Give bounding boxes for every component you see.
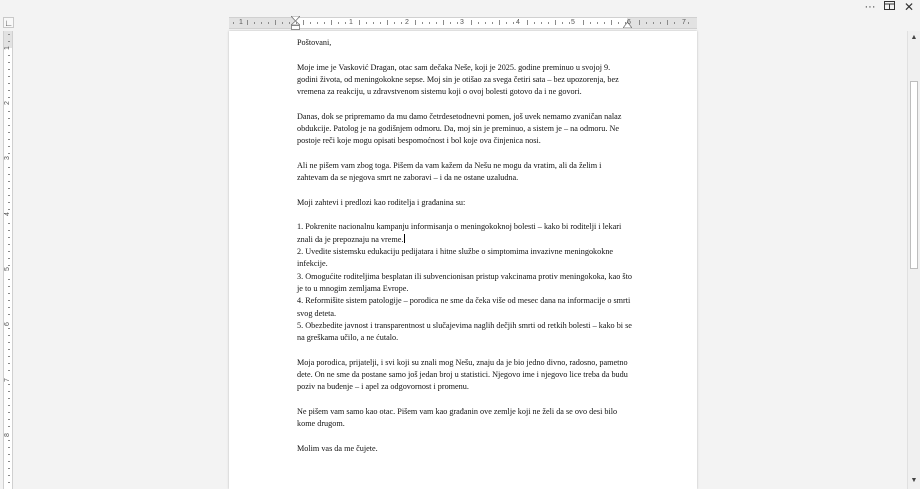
scroll-up-icon[interactable]: ▲: [910, 34, 918, 41]
ruler-tick: [485, 22, 486, 24]
ruler-number: 1: [4, 46, 11, 50]
ruler-tick: [8, 454, 10, 455]
paragraph: Moje ime je Vasković Dragan, otac sam dečaka Neše, koji je 2025. godine preminuo u svojoj 9. godini života, od meningokokne sepse. Moj sin je otišao za svega četiri sata – bez upozorenja, bez vremena za reakciju, u zdravstvenom sistemu koji o ovoj bolesti gotovo da i ne govori.: [297, 62, 619, 97]
ruler-tick: [8, 125, 10, 126]
ruler-number: 4: [4, 212, 11, 216]
ruler-tick: [8, 251, 10, 252]
ruler-tick: [8, 475, 10, 476]
ruler-tick: [8, 384, 10, 385]
scrollbar-thumb[interactable]: [910, 81, 918, 269]
ruler-tick: [555, 20, 556, 25]
ruler-tick: [345, 22, 346, 24]
ruler-tick: [8, 195, 10, 196]
ruler-tick: [8, 426, 10, 427]
ruler-tick: [8, 90, 10, 91]
ruler-tick: [261, 22, 262, 24]
ruler-tick: [254, 22, 255, 24]
ruler-tick: [8, 349, 10, 350]
ruler-tick: [8, 328, 10, 329]
ruler-number: 5: [4, 267, 11, 271]
ruler-number: 1: [239, 19, 243, 26]
ruler-tick: [8, 461, 10, 462]
document-body[interactable]: [297, 37, 632, 467]
ruler-tick: [8, 468, 10, 469]
ruler-tick: [562, 22, 563, 24]
ruler-tick: [8, 181, 10, 182]
ruler-tick: [8, 335, 10, 336]
ruler-tick: [8, 405, 10, 406]
ruler-tick: [8, 279, 10, 280]
document-page[interactable]: [229, 31, 697, 489]
ruler-tick: [625, 22, 626, 24]
ribbon-display-options-icon[interactable]: [881, 0, 897, 14]
ruler-tick: [8, 237, 10, 238]
ruler-tick: [471, 20, 472, 25]
ruler-tick: [8, 153, 10, 154]
ruler-tick: [688, 22, 689, 24]
ruler-tick: [380, 22, 381, 24]
ruler-tick: [499, 20, 500, 25]
ruler-tick: [8, 34, 10, 35]
ruler-tick: [8, 265, 10, 266]
ruler-tick: [8, 342, 10, 343]
ruler-number: 8: [4, 433, 11, 437]
ruler-number: 4: [516, 19, 520, 26]
ruler-tick: [268, 22, 269, 24]
ruler-tick: [8, 118, 10, 119]
ruler-number: 6: [4, 322, 11, 326]
ruler-tick: [611, 20, 612, 25]
vertical-ruler[interactable]: [3, 31, 13, 489]
ruler-tick: [8, 286, 10, 287]
ruler-tick: [653, 22, 654, 24]
ruler-tick: [233, 22, 234, 24]
ruler-tick: [8, 412, 10, 413]
ruler-tick: [604, 22, 605, 24]
ruler-tick: [422, 22, 423, 24]
ruler-number: 2: [4, 101, 11, 105]
horizontal-ruler[interactable]: [229, 17, 697, 29]
ruler-tick: [8, 132, 10, 133]
paragraph: Danas, dok se pripremamo da mu damo četrdesetodnevni pomen, još uvek nemamo zvaničan nalaz obdukcije. Patolog je na godišnjem odmoru. Da, moj sin je preminuo, a sistem je – na odmoru. Ne postoje reči koje mogu opisati bespomoćnost i bol koje ova činjenica nosi.: [297, 111, 622, 146]
ruler-tick: [310, 22, 311, 24]
ruler-tick: [527, 20, 528, 25]
ruler-tick: [8, 258, 10, 259]
list-item-text: 1. Pokrenite nacionalnu kampanju informisanja o meningokoknoj bolesti – kako bi roditelji i lekari znali da je prepoznaju na vreme.: [297, 222, 622, 244]
ruler-tick: [436, 22, 437, 24]
ruler-tick: [338, 22, 339, 24]
ruler-tick: [8, 230, 10, 231]
ruler-tick: [8, 391, 10, 392]
ruler-tick: [541, 22, 542, 24]
ruler-tick: [660, 22, 661, 24]
ruler-tick: [8, 307, 10, 308]
ruler-tick: [8, 111, 10, 112]
ruler-tick: [8, 419, 10, 420]
ruler-tick: [478, 22, 479, 24]
ruler-number: 2: [405, 19, 409, 26]
ruler-tick: [8, 398, 10, 399]
ruler-tick: [359, 20, 360, 25]
ruler-tick: [8, 314, 10, 315]
ruler-tick: [275, 20, 276, 25]
ruler-number: 7: [4, 378, 11, 382]
ruler-number: 7: [682, 19, 686, 26]
ruler-number: 3: [460, 19, 464, 26]
ruler-tick: [8, 139, 10, 140]
ruler-tick: [618, 22, 619, 24]
ruler-tick: [8, 41, 10, 42]
ruler-tick: [8, 69, 10, 70]
list-item: [297, 221, 632, 246]
ruler-tick: [8, 62, 10, 63]
close-button[interactable]: ✕: [903, 0, 915, 14]
list-item: 5. Obezbedite javnost i transparentnost u slučajevima naglih dečjih smrti od retkih bolesti – kako bi se na greškama učilo, a ne ćutalo.: [297, 320, 632, 343]
ruler-tick: [513, 22, 514, 24]
ruler-number: 1: [349, 19, 353, 26]
ruler-tick: [8, 293, 10, 294]
ruler-tick: [534, 22, 535, 24]
ruler-tick: [387, 20, 388, 25]
ruler-tick: [590, 22, 591, 24]
ruler-tick: [8, 188, 10, 189]
ruler-number: 5: [571, 19, 575, 26]
more-options-button[interactable]: ···: [864, 1, 876, 13]
ruler-tick: [8, 356, 10, 357]
ruler-tick: [639, 20, 640, 25]
ruler-tick: [429, 22, 430, 24]
ruler-tick: [8, 244, 10, 245]
ruler-tick: [373, 22, 374, 24]
ruler-tick: [324, 22, 325, 24]
ruler-tick: [331, 20, 332, 25]
ruler-tick: [296, 22, 297, 24]
ruler-tick: [247, 20, 248, 25]
ruler-tick: [8, 174, 10, 175]
ruler-tick: [289, 22, 290, 24]
ruler-tick: [366, 22, 367, 24]
ruler-tick: [317, 22, 318, 24]
ruler-tick: [8, 55, 10, 56]
ruler-tick: [8, 370, 10, 371]
vertical-scrollbar[interactable]: [907, 31, 920, 489]
ruler-tick: [8, 300, 10, 301]
closing: Molim vas da me čujete.: [297, 443, 378, 453]
scroll-down-icon[interactable]: ▼: [910, 477, 918, 484]
ruler-tick: [450, 22, 451, 24]
ruler-tick: [443, 20, 444, 25]
ruler-tick: [8, 167, 10, 168]
greeting: Poštovani,: [297, 38, 332, 47]
ruler-tick: [506, 22, 507, 24]
paragraph: Ne pišem vam samo kao otac. Pišem vam kao građanin ove zemlje koji ne želi da se ovo desi bilo kome drugom.: [297, 406, 618, 429]
ruler-tick: [569, 22, 570, 24]
demands-intro: Moji zahtevi i predlozi kao roditelja i građanina su:: [297, 197, 466, 207]
title-bar: [0, 0, 920, 14]
list-item: 2. Uvedite sistemsku edukaciju pedijatara i hitne službe o simptomima invazivne meningokokne infekcije.: [297, 247, 614, 269]
ruler-tick: [492, 22, 493, 24]
list-item: 4. Reformišite sistem patologije – porodica ne sme da čeka više od mesec dana na informacije o smrti svog deteta.: [297, 296, 631, 318]
ruler-tick: [415, 20, 416, 25]
ruler-tick: [8, 202, 10, 203]
ruler-tick: [8, 482, 10, 483]
ruler-tick: [674, 22, 675, 24]
tab-stop-selector[interactable]: ∟: [4, 18, 13, 28]
paragraph: Ali ne pišem vam zbog toga. Pišem da vam kažem da Nešu ne mogu da vratim, ali da želim i zahtevam da se njegova smrt ne zaboravi – i da ne ostane uzaludna.: [297, 160, 602, 183]
ruler-tick: [8, 146, 10, 147]
ruler-tick: [303, 20, 304, 25]
ruler-tick: [457, 22, 458, 24]
ruler-tick: [597, 22, 598, 24]
ruler-tick: [548, 22, 549, 24]
ruler-tick: [8, 83, 10, 84]
text-cursor: [404, 234, 405, 243]
paragraph: Moja porodica, prijatelji, i svi koji su znali mog Nešu, znaju da je bio jedno divno, radosno, pametno dete. On ne sme da postane samo još jedan broj u statistici. Njegovo ime i njegovo lice treba da budu poziv na buđenje – i apel za odgovornost i promenu.: [297, 357, 628, 392]
ruler-tick: [394, 22, 395, 24]
list-item: 3. Omogućite roditeljima besplatan ili subvencionisan pristup vakcinama protiv meningokoka, kao što je to u mnogim zemljama Evrope.: [297, 271, 632, 293]
ruler-tick: [583, 20, 584, 25]
ruler-tick: [667, 20, 668, 25]
ruler-tick: [646, 22, 647, 24]
ruler-tick: [8, 447, 10, 448]
ruler-tick: [8, 76, 10, 77]
ruler-tick: [8, 97, 10, 98]
ruler-tick: [8, 363, 10, 364]
ruler-tick: [8, 223, 10, 224]
ruler-tick: [401, 22, 402, 24]
ruler-tick: [8, 209, 10, 210]
ruler-tick: [8, 440, 10, 441]
ruler-number: 3: [4, 156, 11, 160]
ruler-tick: [282, 22, 283, 24]
ruler-number: 6: [627, 19, 631, 26]
